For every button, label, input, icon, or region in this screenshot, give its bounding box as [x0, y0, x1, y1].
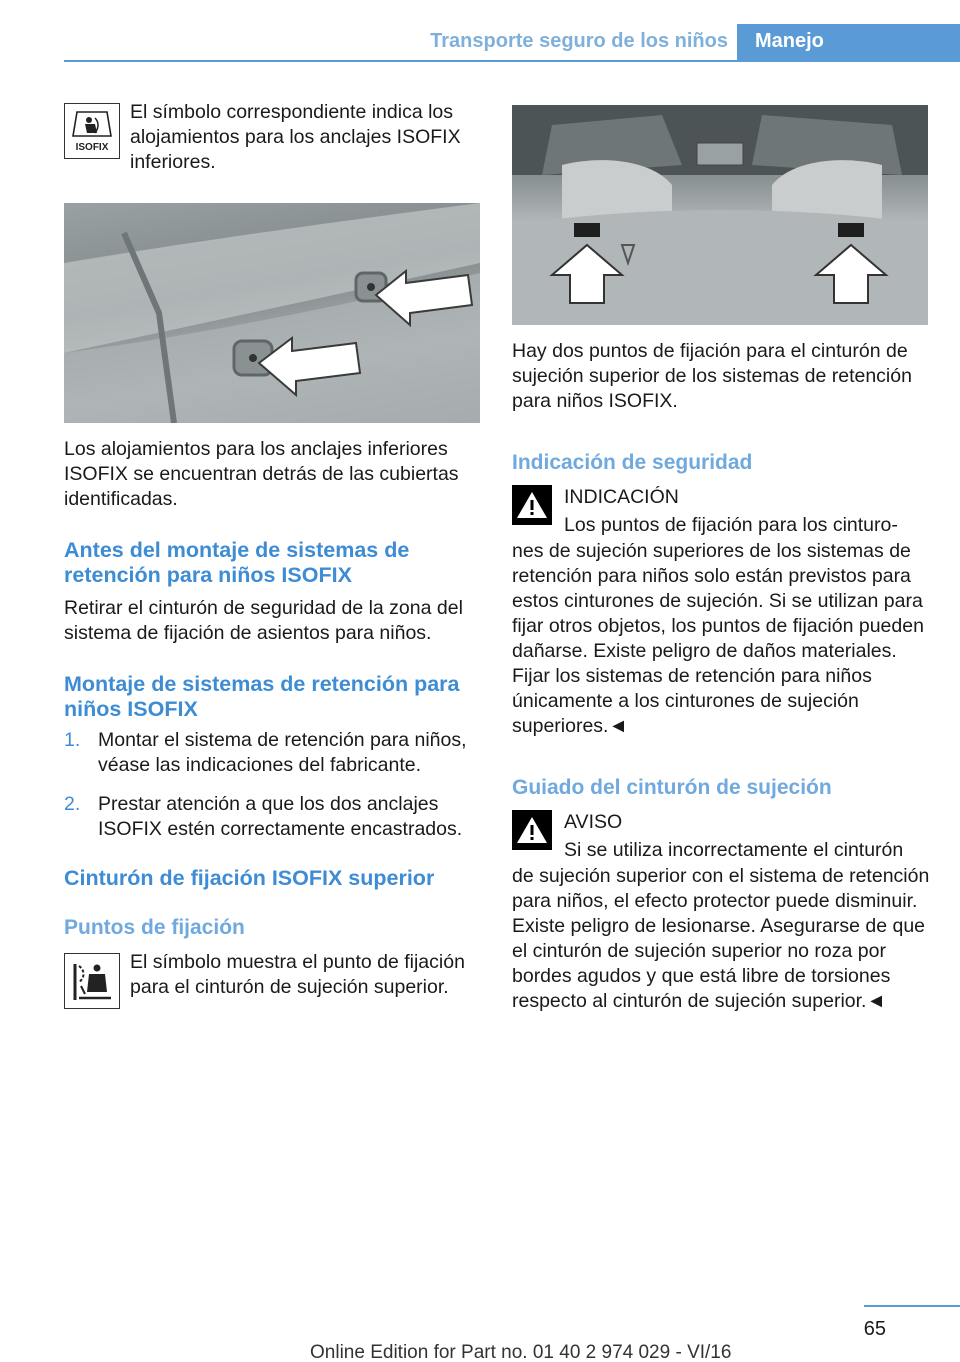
top-tether-photo — [512, 105, 928, 325]
list-item — [64, 792, 482, 842]
list-item — [64, 728, 482, 778]
note-first-line: Los puntos de fijación para los cinturo- — [564, 514, 898, 536]
antes-montaje-text: Retirar el cinturón de seguridad de la zona del sistema de fijación de asientos para niños. — [64, 597, 463, 644]
heading-puntos-fijacion: Puntos de fijación — [64, 916, 245, 939]
anchor-symbol-text: El símbolo muestra el punto de fijación para el cinturón de sujeción superior. — [130, 951, 465, 998]
heading-guiado-cinturon: Guiado del cinturón de sujeción — [512, 776, 832, 799]
step-text: Montar el sistema de retención para niños, véase las indicaciones del fabricante. — [98, 729, 467, 776]
warning-body: de sujeción superior con el sistema de retención para niños, el efecto protector puede disminuir. Existe peligro de lesionarse. Asegurarse de que el cinturón de sujeción superior no roza por bordes agudos y que está libre de torsiones respecto al cinturón de sujeción superior.◄ — [512, 865, 930, 1012]
heading-indicacion-seguridad: Indicación de seguridad — [512, 451, 753, 474]
isofix-symbol-text: El símbolo correspondiente indica los alojamientos para los anclajes ISOFIX inferiores. — [130, 101, 461, 173]
warning-label: AVISO — [564, 811, 623, 833]
svg-text:ISOFIX: ISOFIX — [75, 142, 109, 153]
isofix-symbol-block — [64, 100, 482, 175]
right-column — [512, 105, 930, 1014]
warning-block — [512, 808, 930, 864]
top-tether-anchor-icon — [64, 953, 120, 1009]
heading-antes-montaje: Antes del montaje de sistemas de retención para niños ISOFIX — [64, 538, 410, 587]
warning-triangle-icon — [512, 810, 552, 850]
left-column — [64, 100, 482, 1009]
warning-header-lines — [564, 808, 903, 864]
header-chapter-tab: Manejo — [737, 24, 960, 61]
heading-montaje: Montaje de sistemas de retención para niños ISOFIX — [64, 672, 460, 721]
note-header-lines — [564, 483, 898, 539]
note-body: nes de sujeción superiores de los sistemas de retención para niños solo están previstos para estos cinturones de sujeción. Si se utilizan para fijar otros objetos, los puntos de fijación pueden dañarse. Existe peligro de daños materiales. Fijar los sistemas de retención para niños únicamente a los cinturones de sujeción superiores.◄ — [512, 540, 924, 737]
montaje-steps-list — [64, 728, 482, 842]
lower-anchorage-caption: Los alojamientos para los anclajes inferiores ISOFIX se encuentran detrás de las cubiertas identificadas. — [64, 438, 459, 510]
step-text: Prestar atención a que los dos anclajes ISOFIX estén correctamente encastrados. — [98, 793, 463, 840]
step-number: 1. — [64, 729, 81, 751]
anchor-symbol-block — [64, 950, 482, 1009]
heading-cinturon-superior: Cinturón de fijación ISOFIX superior — [64, 866, 435, 890]
footer-edition: Online Edition for Part no. 01 40 2 974 029 - VI/16 — [310, 1342, 732, 1362]
isofix-child-seat-icon — [64, 103, 120, 159]
warning-triangle-icon — [512, 485, 552, 525]
note-label: INDICACIÓN — [564, 486, 679, 508]
lower-anchorage-photo — [64, 203, 480, 423]
header-section-title: Transporte seguro de los niños — [430, 30, 728, 52]
note-block — [512, 483, 930, 539]
step-number: 2. — [64, 793, 81, 815]
page-number: 65 — [863, 1318, 886, 1340]
warning-first-line: Si se utiliza incorrectamente el cinturón — [564, 839, 904, 861]
footer-rule — [864, 1305, 960, 1307]
top-tether-caption: Hay dos puntos de fijación para el cinturón de sujeción superior de los sistemas de retención para niños ISOFIX. — [512, 340, 912, 412]
